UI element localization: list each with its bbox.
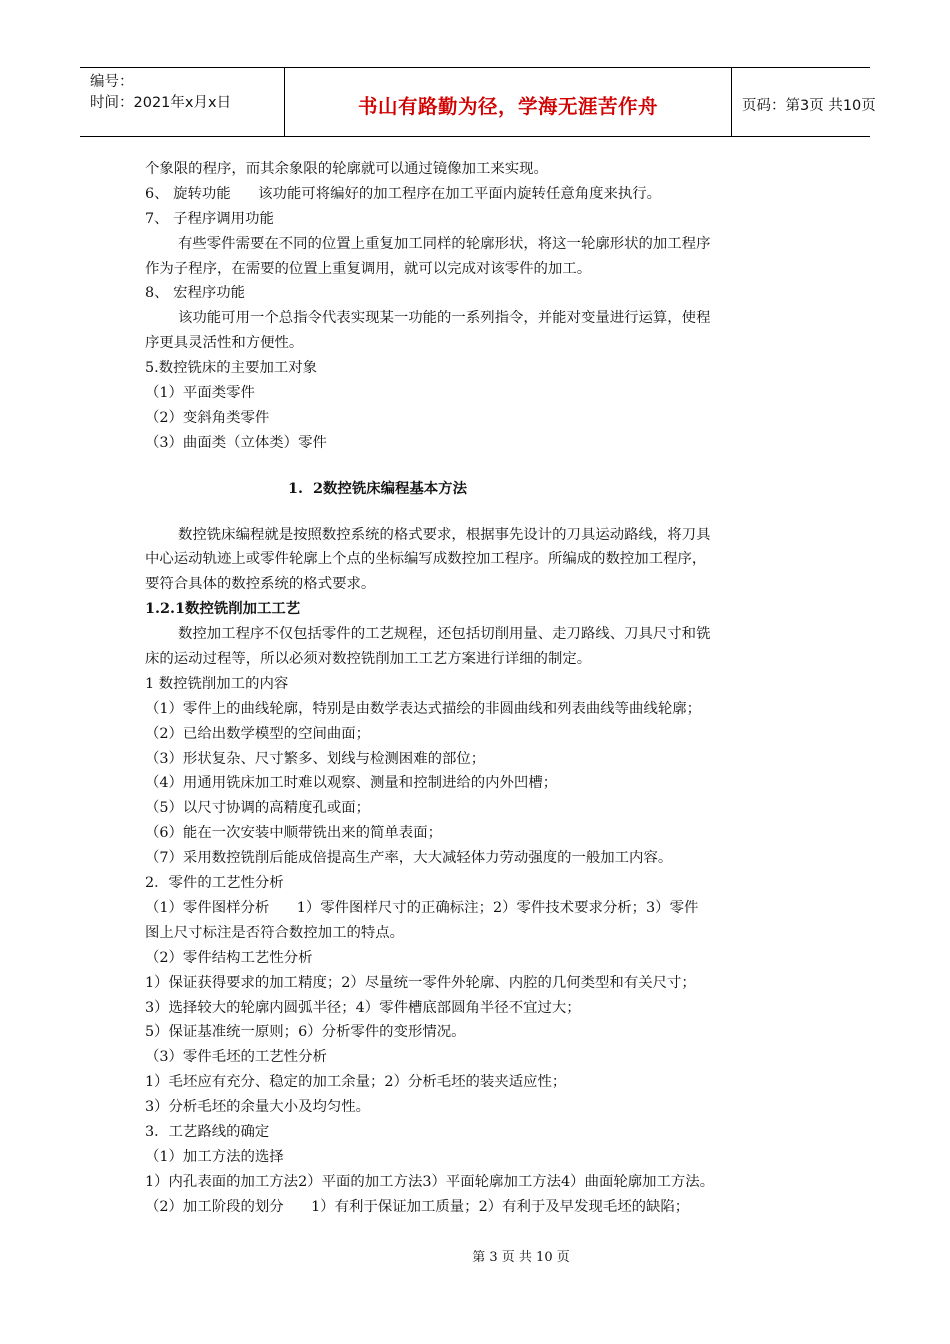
text-line: （6）能在一次安装中顺带铣出来的简单表面； [145,825,442,842]
footer-page-number: 第 3 页 共 10 页 [472,1250,570,1265]
text-line: 5.数控铣床的主要加工对象 [145,360,318,377]
text-line: （2）零件结构工艺性分析 [145,949,313,966]
text-line: （1）平面类零件 [145,385,255,402]
page-footer [0,1246,950,1265]
text-line: （1）零件图样分析 1）零件图样尺寸的正确标注；2）零件技术要求分析；3）零件 [145,899,699,916]
text-line: 1）毛坯应有充分、稳定的加工余量；2）分析毛坯的装夹适应性； [145,1074,567,1091]
text-line: 图上尺寸标注是否符合数控加工的特点。 [145,924,405,941]
text-line: （2）加工阶段的划分 1）有利于保证加工质量；2）有利于及早发现毛坯的缺陷； [145,1198,690,1215]
header-page-cell [732,68,876,136]
subsection-heading: 1.2.1数控铣削加工工艺 [145,600,301,618]
text-line: 有些零件需要在不同的位置上重复加工同样的轮廓形状，将这一轮廓形状的加工程序 [178,235,711,252]
text-line: 1）保证获得要求的加工精度；2）尽量统一零件外轮廓、内腔的几何类型和有关尺寸； [145,974,696,991]
text-line: 数控铣床编程就是按照数控系统的格式要求，根据事先设计的刀具运动路线，将刀具 [178,526,711,543]
text-line: 1 数控铣削加工的内容 [145,675,289,692]
text-line: 5）保证基准统一原则；6）分析零件的变形情况。 [145,1024,466,1041]
text-line: 8、 宏程序功能 [145,285,246,302]
text-line: （2）变斜角类零件 [145,409,270,426]
text-line: 3）分析毛坯的余量大小及均匀性。 [145,1099,371,1116]
text-line: 序更具灵活性和方便性。 [145,335,304,352]
doc-number-label: 编号： [90,74,134,90]
text-line: （2）已给出数学模型的空间曲面； [145,725,371,742]
text-line: （3）曲面类（立体类）零件 [145,434,327,451]
text-line: （1）加工方法的选择 [145,1148,284,1165]
text-line: 该功能可用一个总指令代表实现某一功能的一系列指令，并能对变量进行运算，使程 [178,310,711,327]
text-line: （3）形状复杂、尺寸繁多、划线与检测困难的部位； [145,750,486,767]
text-line: （1）零件上的曲线轮廓，特别是由数学表达式描绘的非圆曲线和列表曲线等曲线轮廓； [145,700,702,717]
text-line: 床的运动过程等，所以必须对数控铣削加工工艺方案进行详细的制定。 [145,651,592,668]
text-line: （4）用通用铣床加工时难以观察、测量和控制进给的内外凹槽； [145,775,558,792]
text-line: 作为子程序，在需要的位置上重复调用，就可以完成对该零件的加工。 [145,260,592,277]
page-header [80,67,876,137]
text-line: 3）选择较大的轮廓内圆弧半径；4）零件槽底部圆角半径不宜过大； [145,999,581,1016]
header-motto-cell [284,68,732,136]
header-left-cell [80,68,284,136]
text-line: （7）采用数控铣削后能成倍提高生产率，大大减轻体力劳动强度的一般加工内容。 [145,850,673,867]
text-line: 中心运动轨迹上或零件轮廓上个点的坐标编写成数控加工程序。所编成的数控加工程序， [145,551,707,568]
document-body [145,157,815,1220]
text-line: 要符合具体的数控系统的格式要求。 [145,576,376,593]
header-page-code: 页码：第3页 共10页 [742,98,876,114]
text-line: 3．工艺路线的确定 [145,1123,270,1140]
text-line: 6、 旋转功能 该功能可将编好的加工程序在加工平面内旋转任意角度来执行。 [145,185,662,202]
header-motto: 书山有路勤为径，学海无涯苦作舟 [357,95,658,118]
text-line: （3）零件毛坯的工艺性分析 [145,1049,327,1066]
date-label: 时间：2021年x月x日 [90,95,232,111]
text-line: 1）内孔表面的加工方法2）平面的加工方法3）平面轮廓加工方法4）曲面轮廓加工方法。 [145,1173,715,1190]
text-line: 数控加工程序不仅包括零件的工艺规程，还包括切削用量、走刀路线、刀具尺寸和铣 [178,626,711,643]
text-line: 2．零件的工艺性分析 [145,875,284,892]
text-line: （5）以尺寸协调的高精度孔或面； [145,800,371,817]
text-line: 7、 子程序调用功能 [145,210,274,227]
text-line: 个象限的程序，而其余象限的轮廓就可以通过镜像加工来实现。 [145,161,548,177]
section-heading: 1. 2数控铣床编程基本方法 [288,479,467,497]
